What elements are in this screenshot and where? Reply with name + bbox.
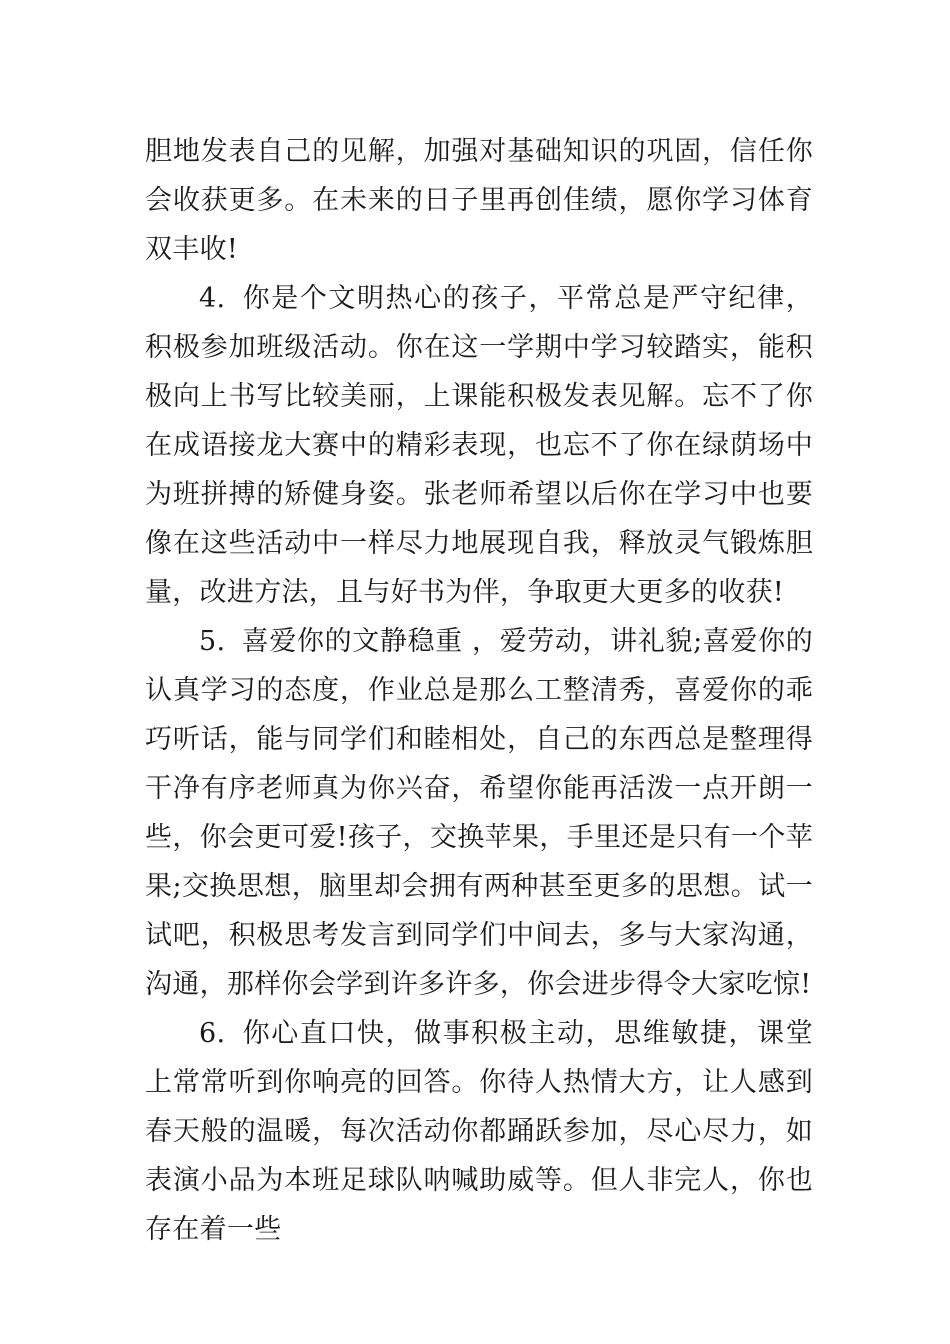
paragraph-number: 4. bbox=[199, 283, 226, 314]
paragraph-text: 胆地发表自己的见解，加强对基础知识的巩固，信任你会收获更多。在未来的日子里再创佳绩，愿你学习体育双丰收! bbox=[145, 136, 813, 265]
paragraph-text: 你心直口快，做事积极主动，思维敏捷，课堂上常常听到你响亮的回答。你待人热情大方，让人感到春天般的温暖，每次活动你都踊跃参加，尽心尽力，如表演小品为本班足球队呐喊助威等。但人非完人，你也存在着一些 bbox=[145, 1018, 813, 1245]
paragraph-number: 5. bbox=[199, 626, 226, 657]
paragraph-item-5 bbox=[145, 617, 813, 1009]
paragraph-text: 喜爱你的文静稳重 ，爱劳动，讲礼貌;喜爱你的认真学习的态度，作业总是那么工整清秀，喜爱你的乖巧听话，能与同学们和睦相处，自己的东西总是整理得干净有序老师真为你兴奋，希望你能再活泼一点开朗一些，你会更可爱!孩子，交换苹果，手里还是只有一个苹果;交换思想，脑里却会拥有两种甚至更多的思想。试一试吧，积极思考发言到同学们中间去，多与大家沟通，沟通，那样你会学到许多许多，你会进步得令大家吃惊! bbox=[145, 626, 813, 1000]
paragraph-continuation bbox=[145, 127, 813, 274]
paragraph-text: 你是个文明热心的孩子，平常总是严守纪律，积极参加班级活动。你在这一学期中学习较踏实，能积极向上书写比较美丽，上课能积极发表见解。忘不了你在成语接龙大赛中的精彩表现，也忘不了你在绿荫场中为班拼搏的矫健身姿。张老师希望以后你在学习中也要像在这些活动中一样尽力地展现自我，释放灵气锻炼胆量，改进方法，且与好书为伴，争取更大更多的收获! bbox=[145, 283, 813, 608]
document-body bbox=[145, 127, 813, 1254]
paragraph-item-6 bbox=[145, 1009, 813, 1254]
paragraph-number: 6. bbox=[199, 1018, 226, 1049]
paragraph-item-4 bbox=[145, 274, 813, 617]
